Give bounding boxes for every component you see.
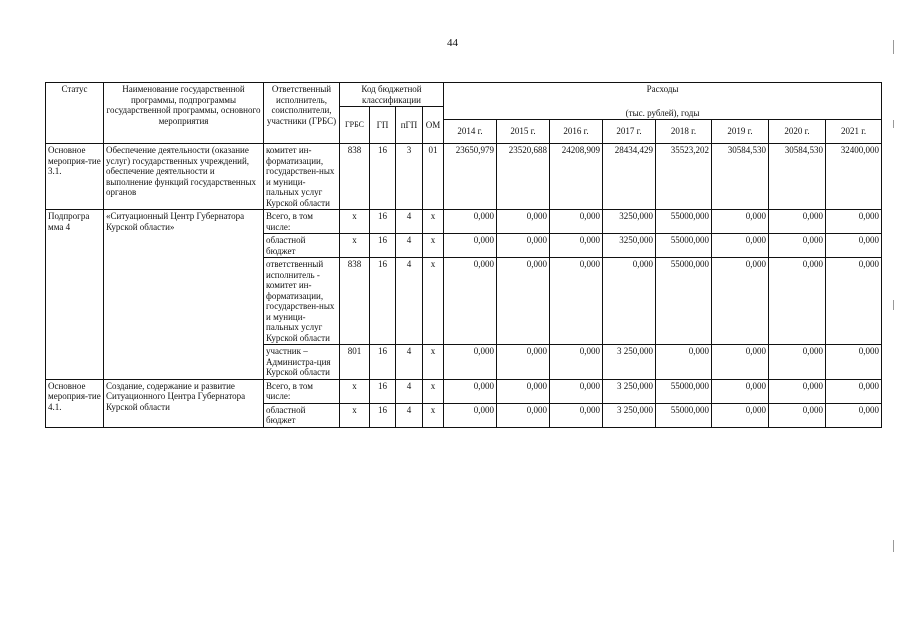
row-budget-code: 4: [396, 210, 423, 234]
row-budget-code: 16: [370, 210, 396, 234]
row-expense-value: 0,000: [550, 258, 603, 345]
header-year: 2018 г.: [656, 120, 712, 144]
header-name: Наименование государственной программы, подпрограммы государственной программы, основного мероприятия: [104, 83, 264, 144]
row-expense-value: 23650,979: [444, 144, 497, 210]
row-expense-value: 0,000: [826, 234, 882, 258]
row-budget-code: х: [423, 234, 444, 258]
row-budget-code: х: [423, 403, 444, 427]
scan-margin-mark: [893, 300, 894, 310]
row-budget-code: 16: [370, 345, 396, 380]
header-year: 2019 г.: [712, 120, 769, 144]
row-program-name: Создание, содержание и развитие Ситуационного Центра Губернатора Курской области: [104, 379, 264, 427]
row-budget-code: 16: [370, 258, 396, 345]
row-status: Основное мероприя-тие 4.1.: [46, 379, 104, 427]
header-year: 2020 г.: [769, 120, 826, 144]
row-expense-value: 3 250,000: [603, 379, 656, 403]
row-expense-value: 0,000: [769, 234, 826, 258]
row-expense-value: 0,000: [826, 345, 882, 380]
row-budget-code: 838: [340, 258, 370, 345]
header-row-1: [46, 83, 882, 107]
row-expense-value: 55000,000: [656, 379, 712, 403]
row-budget-code: х: [423, 379, 444, 403]
row-expense-value: 0,000: [444, 234, 497, 258]
row-budget-code: 16: [370, 234, 396, 258]
table-row: [46, 144, 882, 210]
header-year: 2017 г.: [603, 120, 656, 144]
row-budget-code: 4: [396, 234, 423, 258]
row-expense-value: 0,000: [826, 258, 882, 345]
row-expense-value: 0,000: [712, 379, 769, 403]
row-expense-value: 0,000: [497, 345, 550, 380]
row-budget-code: х: [423, 210, 444, 234]
row-expense-value: 0,000: [769, 379, 826, 403]
row-expense-value: 0,000: [603, 258, 656, 345]
row-expense-value: 0,000: [550, 234, 603, 258]
row-expense-value: 0,000: [712, 345, 769, 380]
row-expense-value: 35523,202: [656, 144, 712, 210]
row-expense-value: 0,000: [497, 379, 550, 403]
row-expense-value: 30584,530: [769, 144, 826, 210]
row-budget-code: 16: [370, 144, 396, 210]
row-expense-value: 0,000: [769, 210, 826, 234]
budget-table: [45, 82, 882, 428]
row-expense-value: 0,000: [497, 403, 550, 427]
row-status: Основное мероприя-тие 3.1.: [46, 144, 104, 210]
row-expense-value: 28434,429: [603, 144, 656, 210]
row-expense-value: 55000,000: [656, 258, 712, 345]
row-budget-code: х: [340, 234, 370, 258]
row-budget-code: х: [423, 258, 444, 345]
row-expense-value: 0,000: [550, 403, 603, 427]
row-program-name: Обеспечение деятельности (оказание услуг) государственных учреждений, обеспечение деятельности и выполнение функций государственных органов: [104, 144, 264, 210]
row-expense-value: 0,000: [656, 345, 712, 380]
header-budget-code: Код бюджетной классификации: [340, 83, 444, 107]
row-expense-value: 3250,000: [603, 234, 656, 258]
row-expense-value: 3250,000: [603, 210, 656, 234]
header-code-grbs: ГРБС: [340, 107, 370, 144]
row-budget-code: 01: [423, 144, 444, 210]
row-budget-code: 16: [370, 379, 396, 403]
row-responsible: областной бюджет: [264, 234, 340, 258]
row-expense-value: 0,000: [712, 403, 769, 427]
header-expenses-1: Расходы: [444, 83, 882, 107]
header-responsible: Ответственный исполнитель, соисполнители, участники (ГРБС): [264, 83, 340, 144]
header-year: 2021 г.: [826, 120, 882, 144]
page-number: 44: [447, 37, 458, 49]
row-budget-code: 4: [396, 345, 423, 380]
row-budget-code: х: [340, 403, 370, 427]
row-expense-value: 32400,000: [826, 144, 882, 210]
row-expense-value: 0,000: [712, 234, 769, 258]
header-expenses-2: (тыс. рублей), годы: [444, 107, 882, 120]
row-expense-value: 0,000: [769, 403, 826, 427]
header-code-gp: ГП: [370, 107, 396, 144]
row-expense-value: 0,000: [444, 345, 497, 380]
row-expense-value: 0,000: [444, 403, 497, 427]
row-expense-value: 0,000: [826, 403, 882, 427]
row-status: Подпрогра мма 4: [46, 210, 104, 380]
row-budget-code: 801: [340, 345, 370, 380]
row-expense-value: 0,000: [444, 258, 497, 345]
row-program-name: «Ситуационный Центр Губернатора Курской области»: [104, 210, 264, 380]
scan-margin-mark: [893, 120, 894, 128]
row-expense-value: 0,000: [550, 210, 603, 234]
header-year: 2014 г.: [444, 120, 497, 144]
header-code-om: ОМ: [423, 107, 444, 144]
row-budget-code: 4: [396, 403, 423, 427]
header-year: 2015 г.: [497, 120, 550, 144]
row-expense-value: 23520,688: [497, 144, 550, 210]
row-expense-value: 24208,909: [550, 144, 603, 210]
row-budget-code: 838: [340, 144, 370, 210]
row-expense-value: 0,000: [826, 210, 882, 234]
scan-margin-mark: [893, 540, 894, 552]
row-budget-code: 16: [370, 403, 396, 427]
row-responsible: Всего, в том числе:: [264, 379, 340, 403]
row-responsible: Всего, в том числе:: [264, 210, 340, 234]
row-budget-code: 4: [396, 258, 423, 345]
row-expense-value: 55000,000: [656, 403, 712, 427]
row-responsible: участник – Администра-ция Курской области: [264, 345, 340, 380]
row-expense-value: 0,000: [444, 210, 497, 234]
row-budget-code: 4: [396, 379, 423, 403]
row-expense-value: 30584,530: [712, 144, 769, 210]
row-budget-code: 3: [396, 144, 423, 210]
row-responsible: комитет ин-форматизации, государствен-ных и муници-пальных услуг Курской области: [264, 144, 340, 210]
table-row: [46, 210, 882, 234]
row-expense-value: 0,000: [497, 234, 550, 258]
table-row: [46, 379, 882, 403]
row-expense-value: 3 250,000: [603, 345, 656, 380]
row-expense-value: 0,000: [550, 379, 603, 403]
row-expense-value: 0,000: [712, 258, 769, 345]
row-expense-value: 3 250,000: [603, 403, 656, 427]
scan-margin-mark: [893, 40, 894, 54]
row-budget-code: х: [423, 345, 444, 380]
row-budget-code: х: [340, 379, 370, 403]
row-expense-value: 0,000: [550, 345, 603, 380]
row-responsible: ответственный исполнитель - комитет ин-форматизации, государствен-ных и муници-пальных услуг Курской области: [264, 258, 340, 345]
row-expense-value: 0,000: [769, 345, 826, 380]
row-expense-value: 0,000: [444, 379, 497, 403]
row-expense-value: 55000,000: [656, 210, 712, 234]
row-expense-value: 0,000: [497, 258, 550, 345]
row-responsible: областной бюджет: [264, 403, 340, 427]
header-year: 2016 г.: [550, 120, 603, 144]
row-expense-value: 0,000: [826, 379, 882, 403]
row-budget-code: х: [340, 210, 370, 234]
row-expense-value: 55000,000: [656, 234, 712, 258]
header-code-pgp: пГП: [396, 107, 423, 144]
row-expense-value: 0,000: [712, 210, 769, 234]
row-expense-value: 0,000: [497, 210, 550, 234]
row-expense-value: 0,000: [769, 258, 826, 345]
header-status: Статус: [46, 83, 104, 144]
